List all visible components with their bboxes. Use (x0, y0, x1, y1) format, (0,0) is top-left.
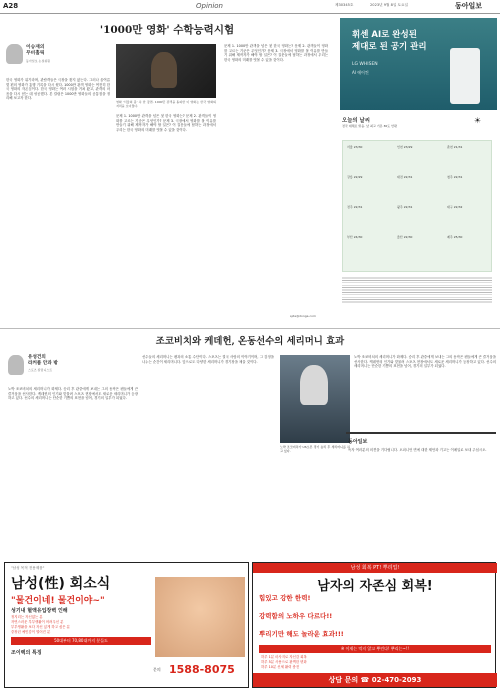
ad-subtitle: 제대로 된 공기 관리 (352, 42, 427, 52)
ad-bullet: 하루 5분 사용으로 완벽한 변화 (261, 660, 307, 664)
athlete-photo (280, 355, 350, 443)
air-conditioner-image (450, 48, 480, 104)
ad-topline: "남성 목적 전용제품" (11, 566, 45, 570)
right-ad[interactable] (252, 562, 496, 688)
author-box-2 (8, 355, 68, 385)
ad-right-sub2: 강력함의 노하우 다르다!! (259, 612, 333, 620)
left-ad[interactable] (4, 562, 249, 688)
column-1 (0, 14, 334, 328)
ad-bullet: 정지리는 자신없는 분 (11, 615, 43, 619)
author-email: sjda@donga.com (290, 314, 316, 318)
sun-icon: ☀ (473, 116, 482, 125)
weather-cell: 전주 22/31 (347, 205, 363, 209)
ad-bullet: 하루 10분 신체 활력 충전 (261, 665, 300, 669)
author-photo-2 (8, 355, 24, 375)
ad-title: 휘센 AI로 완성된 (352, 30, 417, 40)
weather-cell: 청주 22/31 (447, 175, 463, 179)
ad-left-bullets (11, 615, 161, 635)
edition-number: 제30345호 (335, 3, 354, 7)
athlete-caption: 노박 조코비치가 US오픈 경기 승리 후 세리머니를 하고 있다. (280, 445, 350, 453)
ad-right-title: 남자의 자존심 회복! (317, 579, 433, 594)
page-number: A28 (3, 2, 19, 10)
notice-logo: 동아일보 (348, 439, 368, 445)
page-header (0, 0, 500, 14)
weather-grid (342, 140, 492, 272)
author-role-2: 스포츠 칼럼니스트 (28, 368, 53, 372)
weather-cell: 광주 22/31 (397, 205, 413, 209)
ad-left-subtitle: 성기내 혈액유입장벽 인해 (11, 608, 68, 614)
ad-right-phone[interactable]: 상담 문의 ☎ 02-470-2093 (253, 673, 497, 687)
weather-title: 오늘의 날씨 (342, 118, 370, 124)
weather-cell: 강릉 22/29 (347, 175, 363, 179)
ad-right-sub1: 힘있고 강한 한력! (259, 594, 311, 602)
ad-left-slogan: "물건이네! 물건이야~" (11, 596, 105, 606)
column-1-body-b: 문제 1. 1000만 관객을 넘은 첫 한국 영화는? 문제 2. 관객들이 영화를 고르는 기준은 무엇인가? 문제 3. 극장에서 영화를 볼 이유를 만들기 위해 제작자가 해야 할 일은? 이 질문들에 답하는 과정에서 우리는 한국 영화의 미래를 엿볼 수 있을 것이다. (116, 114, 218, 132)
ad-left-title: 남성(性) 회소식 (11, 576, 111, 592)
ad-phone[interactable]: 1588-8075 (169, 663, 235, 676)
newspaper-logo: 동아일보 (455, 2, 483, 10)
weather-box (340, 112, 497, 308)
column-2-body-c: 노박 조코비치의 세리머니가 화제다. 승리 후 관중에게 보내는 그의 동작은 팬들에게 큰 즐거움을 선사한다. 케데헌의 인기와 맞물려 스포츠 현장에서도 새로운 세리머니가 등장하고 있다. 선수의 세리머니는 단순한 기쁨의 표현을 넘어, 경기의 일부가 되었다. (354, 355, 498, 369)
ad-bullet: 중장년 예민감이 떨어진 분 (11, 630, 51, 634)
author-box (6, 42, 64, 76)
ad-tag: AI 에어컨 (352, 70, 369, 75)
lg-whisen-ad[interactable] (340, 18, 497, 110)
author-name: 이승재의 무비홀릭 (26, 45, 45, 56)
issue-date: 2023년 9월 8일 토요일 (370, 3, 408, 7)
weather-table (342, 276, 492, 304)
author-name-2: 유성건의 라커룸 안과 밖 (28, 355, 58, 366)
weather-cell: 춘천 21/31 (447, 145, 463, 149)
column-2-body-b: 선수들의 세리머니는 팬과의 소통 수단이다. 스포츠는 결국 사람의 이야기이며, 그 감정을 나누는 순간이 세리머니다. 앞으로도 다양한 세리머니가 경기장을 채울 것이다. (142, 355, 276, 364)
ad-right-sub3: 뿌리기만 해도 놀라운 효과!!! (259, 630, 344, 638)
ad-brand: LG WHISEN (352, 62, 378, 67)
notice-box (346, 432, 496, 552)
ad-left-features: 조이렉의 특징 (11, 650, 42, 656)
ad-right-notice: ※ 이제는 먹지 않고 뿌린다! 뿌리는~!! (259, 645, 491, 653)
section-label: Opinion (196, 2, 223, 10)
weather-cell: 인천 23/29 (397, 145, 413, 149)
weather-cell: 제주 25/30 (447, 235, 463, 239)
author-role: 동아일보 논설위원 (26, 59, 51, 63)
ad-bullet: 하루 1분 마사지로 자신감 회복 (261, 655, 307, 659)
ad-left-offer: 50대부터 70,80대까지 분들도 (11, 637, 151, 645)
athlete-figure (300, 365, 328, 405)
weather-cell: 대전 22/31 (397, 175, 413, 179)
actor-figure (151, 52, 177, 88)
weather-cell: 부산 24/30 (347, 235, 363, 239)
ad-right-bullets (261, 655, 421, 670)
column-1-title: '1000만 영화' 수학능력시험 (99, 24, 235, 36)
weather-cell: 대구 22/32 (447, 205, 463, 209)
notice-body: 독자 여러분의 의견을 기다립니다. 오피니언 면에 대한 제안과 기고는 이메일로 보내 주십시오. (348, 448, 487, 452)
photo-caption: 영화 '서울의 봄' 속 한 장면. 1000만 관객을 돌파한 이 영화는 한국 영화의 저력을 보여줬다. (116, 100, 217, 108)
weather-summary: 전국 대체로 맑음. 낮 최고 기온 30도 안팎 (342, 124, 397, 128)
ad-right-topline: 남성 회복 PT! 뿌리업! (253, 563, 497, 573)
ad-phone-label: 문의 (153, 667, 161, 672)
column-2-body-a: 노박 조코비치의 세리머니가 화제다. 승리 후 관중에게 보내는 그의 동작은 팬들에게 큰 즐거움을 선사한다. 케데헌의 인기와 맞물려 스포츠 현장에서도 새로운 세리머니가 등장하고 있다. 선수의 세리머니는 단순한 기쁨의 표현을 넘어, 경기의 일부가 되었다. (8, 387, 140, 401)
ad-person-photo (155, 577, 245, 657)
column-1-body-c: 문제 1. 1000만 관객을 넘은 첫 한국 영화는? 문제 2. 관객들이 영화를 고르는 기준은 무엇인가? 문제 3. 극장에서 영화를 볼 이유를 만들기 위해 제작자가 해야 할 일은? 이 질문들에 답하는 과정에서 우리는 한국 영화의 미래를 엿볼 수 있을 것이다. (224, 44, 330, 62)
weather-cell: 울산 22/30 (397, 235, 413, 239)
column-1-body-a: 한국 영화가 위기라며, 관람객들은 극장을 찾지 않는다. 그러나 올여름 몇 편의 영화가 흥행 기록을 다시 썼다. 1000만 관객 영화는 여전히 한국 영화의 자존심이다. 한국 영화는 여러 시험을 거쳐 왔고, 관객의 마음을 다시 얻는 데 성공했다. 본 칼럼은 1000만 영화들의 공통점을 정리해 보고자 한다. (6, 78, 112, 101)
column-2-title: 조코비치와 케데헌, 온동선수의 세리머니 효과 (155, 336, 345, 347)
article-photo (116, 44, 216, 98)
ad-bullet: 자연스러운 부부생활이 어려우신 분 (11, 620, 64, 624)
weather-cell: 서울 23/30 (347, 145, 363, 149)
ad-bullet: 부부생활을 보다 자신 있게 하고 싶은 분 (11, 625, 70, 629)
author-photo (6, 44, 23, 64)
